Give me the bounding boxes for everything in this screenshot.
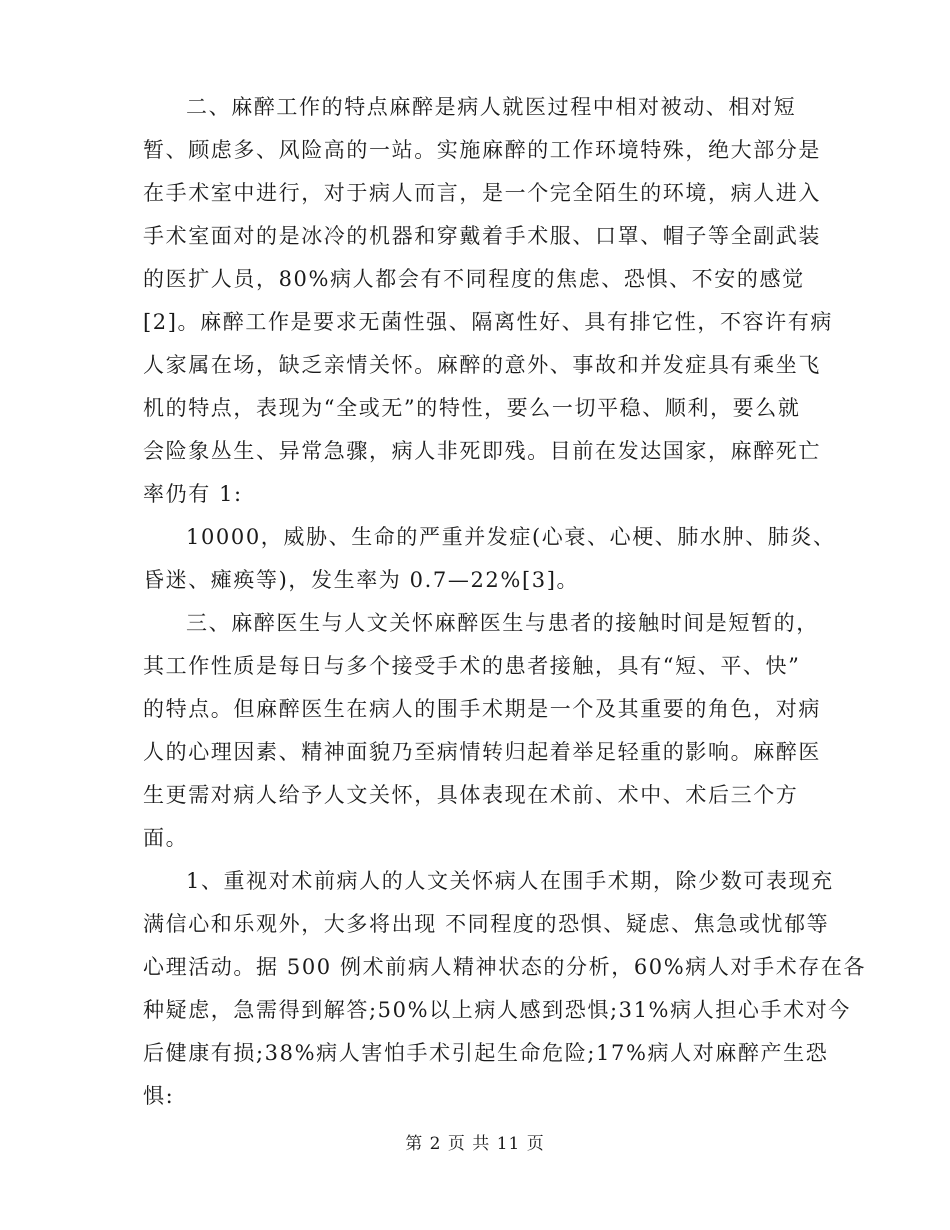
text-line: 率仍有 1: — [143, 482, 243, 506]
text-line: 心理活动。据 500 例术前病人精神状态的分析，60%病人对手术存在各 — [143, 955, 867, 979]
text-line: 人的心理因素、精神面貌乃至病情转归起着举足轻重的影响。麻醉医 — [143, 740, 821, 764]
text-line: 人家属在场，缺乏亲情关怀。麻醉的意外、事故和并发症具有乘坐飞 — [143, 353, 821, 377]
text-line: 种疑虑，急需得到解答;50%以上病人感到恐惧;31%病人担心手术对今 — [143, 998, 851, 1022]
text-line: 其工作性质是每日与多个接受手术的患者接触，具有“短、平、快” — [143, 654, 801, 678]
text-line: 的特点。但麻醉医生在病人的围手术期是一个及其重要的角色，对病 — [143, 697, 821, 721]
text-line: 会险象丛生、异常急骤，病人非死即残。目前在发达国家，麻醉死亡 — [143, 439, 821, 463]
text-line: 昏迷、瘫痪等)，发生率为 0.7—22%[3]。 — [143, 568, 580, 592]
text-line: 在手术室中进行，对于病人而言，是一个完全陌生的环境，病人进入 — [143, 181, 821, 205]
text-line: 手术室面对的是冰冷的机器和穿戴着手术服、口罩、帽子等全副武装 — [143, 224, 821, 248]
text-line: 惧: — [143, 1084, 175, 1108]
text-line: 机的特点，表现为“全或无”的特性，要么一切平稳、顺利，要么就 — [143, 396, 801, 420]
text-line: [2]。麻醉工作是要求无菌性强、隔离性好、具有排它性，不容许有病 — [143, 310, 833, 334]
text-line: 生更需对病人给予人文关怀，具体表现在术前、术中、术后三个方 — [143, 783, 799, 807]
page-number: 第 2 页 共 11 页 — [405, 1134, 545, 1154]
text-line: 的医扩人员，80%病人都会有不同程度的焦虑、恐惧、不安的感觉 — [143, 267, 805, 291]
text-line: 后健康有损;38%病人害怕手术引起生命危险;17%病人对麻醉产生恐 — [143, 1041, 829, 1065]
text-line: 暂、顾虑多、风险高的一站。实施麻醉的工作环境特殊，绝大部分是 — [143, 138, 821, 162]
text-line: 面。 — [143, 826, 189, 850]
text-line: 二、麻醉工作的特点麻醉是病人就医过程中相对被动、相对短 — [186, 95, 797, 119]
text-line: 满信心和乐观外，大多将出现 不同程度的恐惧、疑虑、焦急或忧郁等 — [143, 912, 830, 936]
text-line: 10000，威胁、生命的严重并发症(心衰、心梗、肺水肿、肺炎、 — [186, 525, 836, 549]
text-line: 三、麻醉医生与人文关怀麻醉医生与患者的接触时间是短暂的， — [186, 611, 819, 635]
text-line: 1、重视对术前病人的人文关怀病人在围手术期，除少数可表现充 — [186, 869, 834, 893]
